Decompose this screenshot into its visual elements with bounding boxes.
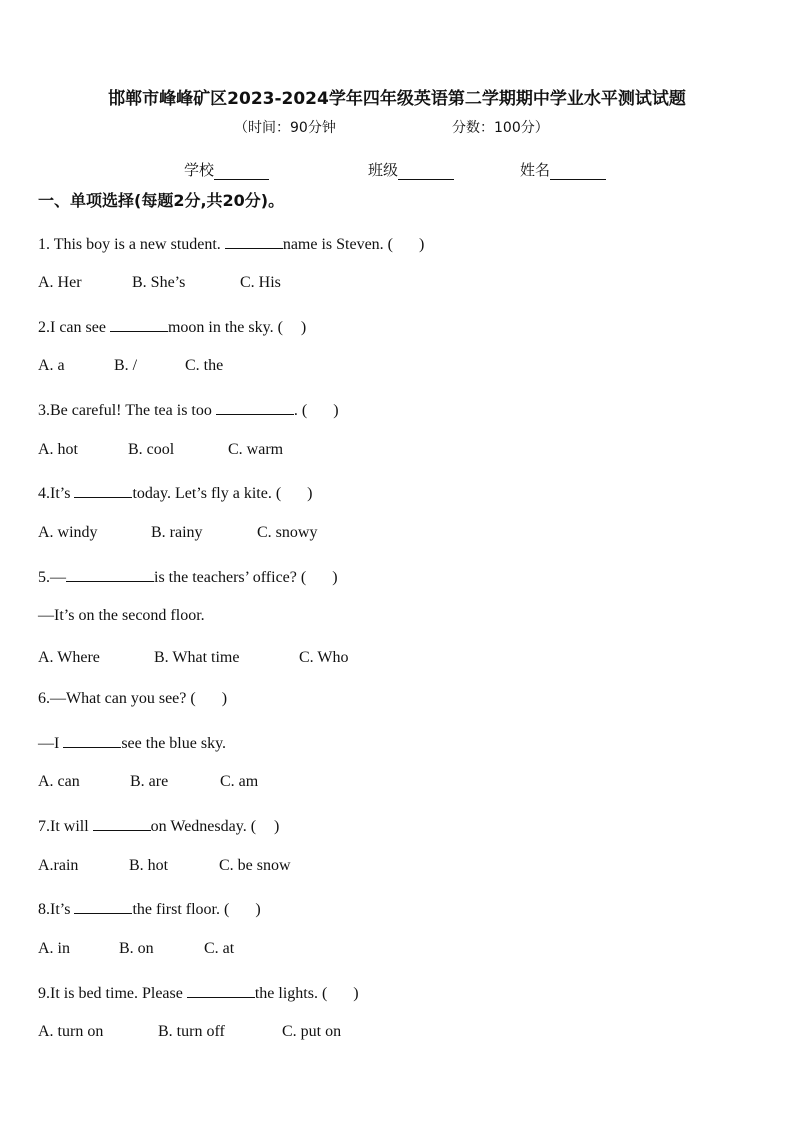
question-7-blank[interactable]: [93, 815, 151, 831]
option-b[interactable]: B. hot: [129, 857, 169, 874]
question-1-stem-after: name is Steven. (: [282, 236, 394, 253]
option-a[interactable]: A. windy: [38, 524, 98, 541]
school-blank[interactable]: [214, 163, 269, 180]
option-a[interactable]: A. hot: [38, 441, 78, 458]
question-9-blank[interactable]: [187, 982, 255, 998]
question-7-close: ): [274, 818, 280, 835]
question-9-stem-before: 9.It is bed time. Please: [38, 985, 187, 1002]
question-9-stem-after: the lights. (: [254, 985, 328, 1002]
name-blank[interactable]: [550, 163, 606, 180]
class-field: [368, 159, 454, 180]
option-b[interactable]: B. She’s: [132, 274, 186, 291]
question-2-stem-after: moon in the sky. (: [167, 319, 283, 336]
question-8: [38, 898, 261, 919]
question-5-stem-before: 5.—: [38, 569, 66, 586]
question-1-blank[interactable]: [225, 233, 283, 249]
question-5-blank[interactable]: [66, 566, 154, 582]
school-label: 学校: [184, 161, 215, 179]
question-8-close: ): [255, 901, 261, 918]
option-c[interactable]: C. put on: [282, 1023, 342, 1040]
option-a[interactable]: A. Her: [38, 274, 82, 291]
exam-title: 邯郸市峰峰矿区2023-2024学年四年级英语第二学期期中学业水平测试试题: [108, 89, 686, 109]
question-7-stem-after: on Wednesday. (: [150, 818, 257, 835]
question-3-blank[interactable]: [216, 399, 294, 415]
question-4-blank[interactable]: [74, 482, 132, 498]
question-6-close: ): [221, 690, 228, 707]
question-2-stem-before: 2.I can see: [38, 319, 110, 336]
option-a[interactable]: A. in: [38, 940, 70, 957]
name-label: 姓名: [520, 161, 551, 179]
option-b[interactable]: B. cool: [128, 441, 175, 458]
question-9-close: ): [353, 985, 359, 1002]
option-b[interactable]: B. What time: [154, 649, 240, 666]
question-5-stem-after: is the teachers’ office? (: [154, 569, 307, 586]
option-a[interactable]: A.rain: [38, 857, 79, 874]
class-blank[interactable]: [398, 163, 454, 180]
question-2-close: ): [300, 319, 307, 336]
question-9: [38, 982, 359, 1003]
exam-time: （时间：90分钟: [234, 120, 336, 136]
option-c[interactable]: C. at: [204, 940, 235, 957]
option-a[interactable]: A. can: [38, 773, 80, 790]
option-a[interactable]: A. Where: [38, 649, 100, 666]
question-1-close: ): [419, 236, 425, 253]
option-c[interactable]: C. snowy: [257, 524, 318, 541]
question-4-stem-after: today. Let’s fly a kite. (: [132, 485, 282, 502]
question-8-blank[interactable]: [74, 898, 132, 914]
question-3-stem-after: . (: [293, 402, 308, 419]
question-7: [38, 815, 279, 836]
question-5-reply: —It’s on the second floor.: [38, 607, 205, 624]
option-c[interactable]: C. be snow: [219, 857, 291, 874]
option-a[interactable]: A. a: [38, 357, 65, 374]
question-6-reply: [38, 732, 226, 753]
question-6-reply-after: see the blue sky.: [121, 735, 227, 752]
question-6-stem-before: 6.—What can you see? (: [38, 690, 196, 707]
question-6-reply-before: —I: [38, 735, 64, 752]
class-label: 班级: [368, 161, 399, 179]
option-b[interactable]: B. turn off: [158, 1023, 225, 1040]
option-c[interactable]: C. the: [185, 357, 224, 374]
question-1: [38, 233, 424, 254]
section-title: 一、单项选择(每题2分,共20分)。: [38, 191, 285, 210]
question-4: [38, 482, 312, 503]
question-2-blank[interactable]: [110, 316, 168, 332]
exam-score: 分数：100分）: [452, 120, 549, 136]
question-6: [38, 690, 227, 708]
question-3-close: ): [333, 402, 339, 419]
option-b[interactable]: B. rainy: [151, 524, 203, 541]
option-c[interactable]: C. Who: [299, 649, 349, 666]
question-8-stem-before: 8.It’s: [38, 901, 75, 918]
option-b[interactable]: B. /: [114, 357, 138, 374]
option-c[interactable]: C. His: [240, 274, 281, 291]
option-a[interactable]: A. turn on: [38, 1023, 104, 1040]
school-field: [184, 159, 269, 180]
question-3-stem-before: 3.Be careful! The tea is too: [38, 402, 216, 419]
name-field: [520, 159, 606, 180]
question-8-stem-after: the first floor. (: [132, 901, 230, 918]
question-1-stem-before: 1. This boy is a new student.: [38, 236, 225, 253]
option-b[interactable]: B. on: [119, 940, 154, 957]
question-5: [38, 566, 338, 587]
option-c[interactable]: C. warm: [228, 441, 284, 458]
question-3: [38, 399, 339, 420]
option-b[interactable]: B. are: [130, 773, 169, 790]
question-5-close: ): [332, 569, 338, 586]
option-c[interactable]: C. am: [220, 773, 259, 790]
question-4-stem-before: 4.It’s: [38, 485, 75, 502]
question-2: [38, 316, 306, 337]
question-6-blank[interactable]: [63, 732, 121, 748]
question-4-close: ): [307, 485, 313, 502]
question-7-stem-before: 7.It will: [38, 818, 93, 835]
